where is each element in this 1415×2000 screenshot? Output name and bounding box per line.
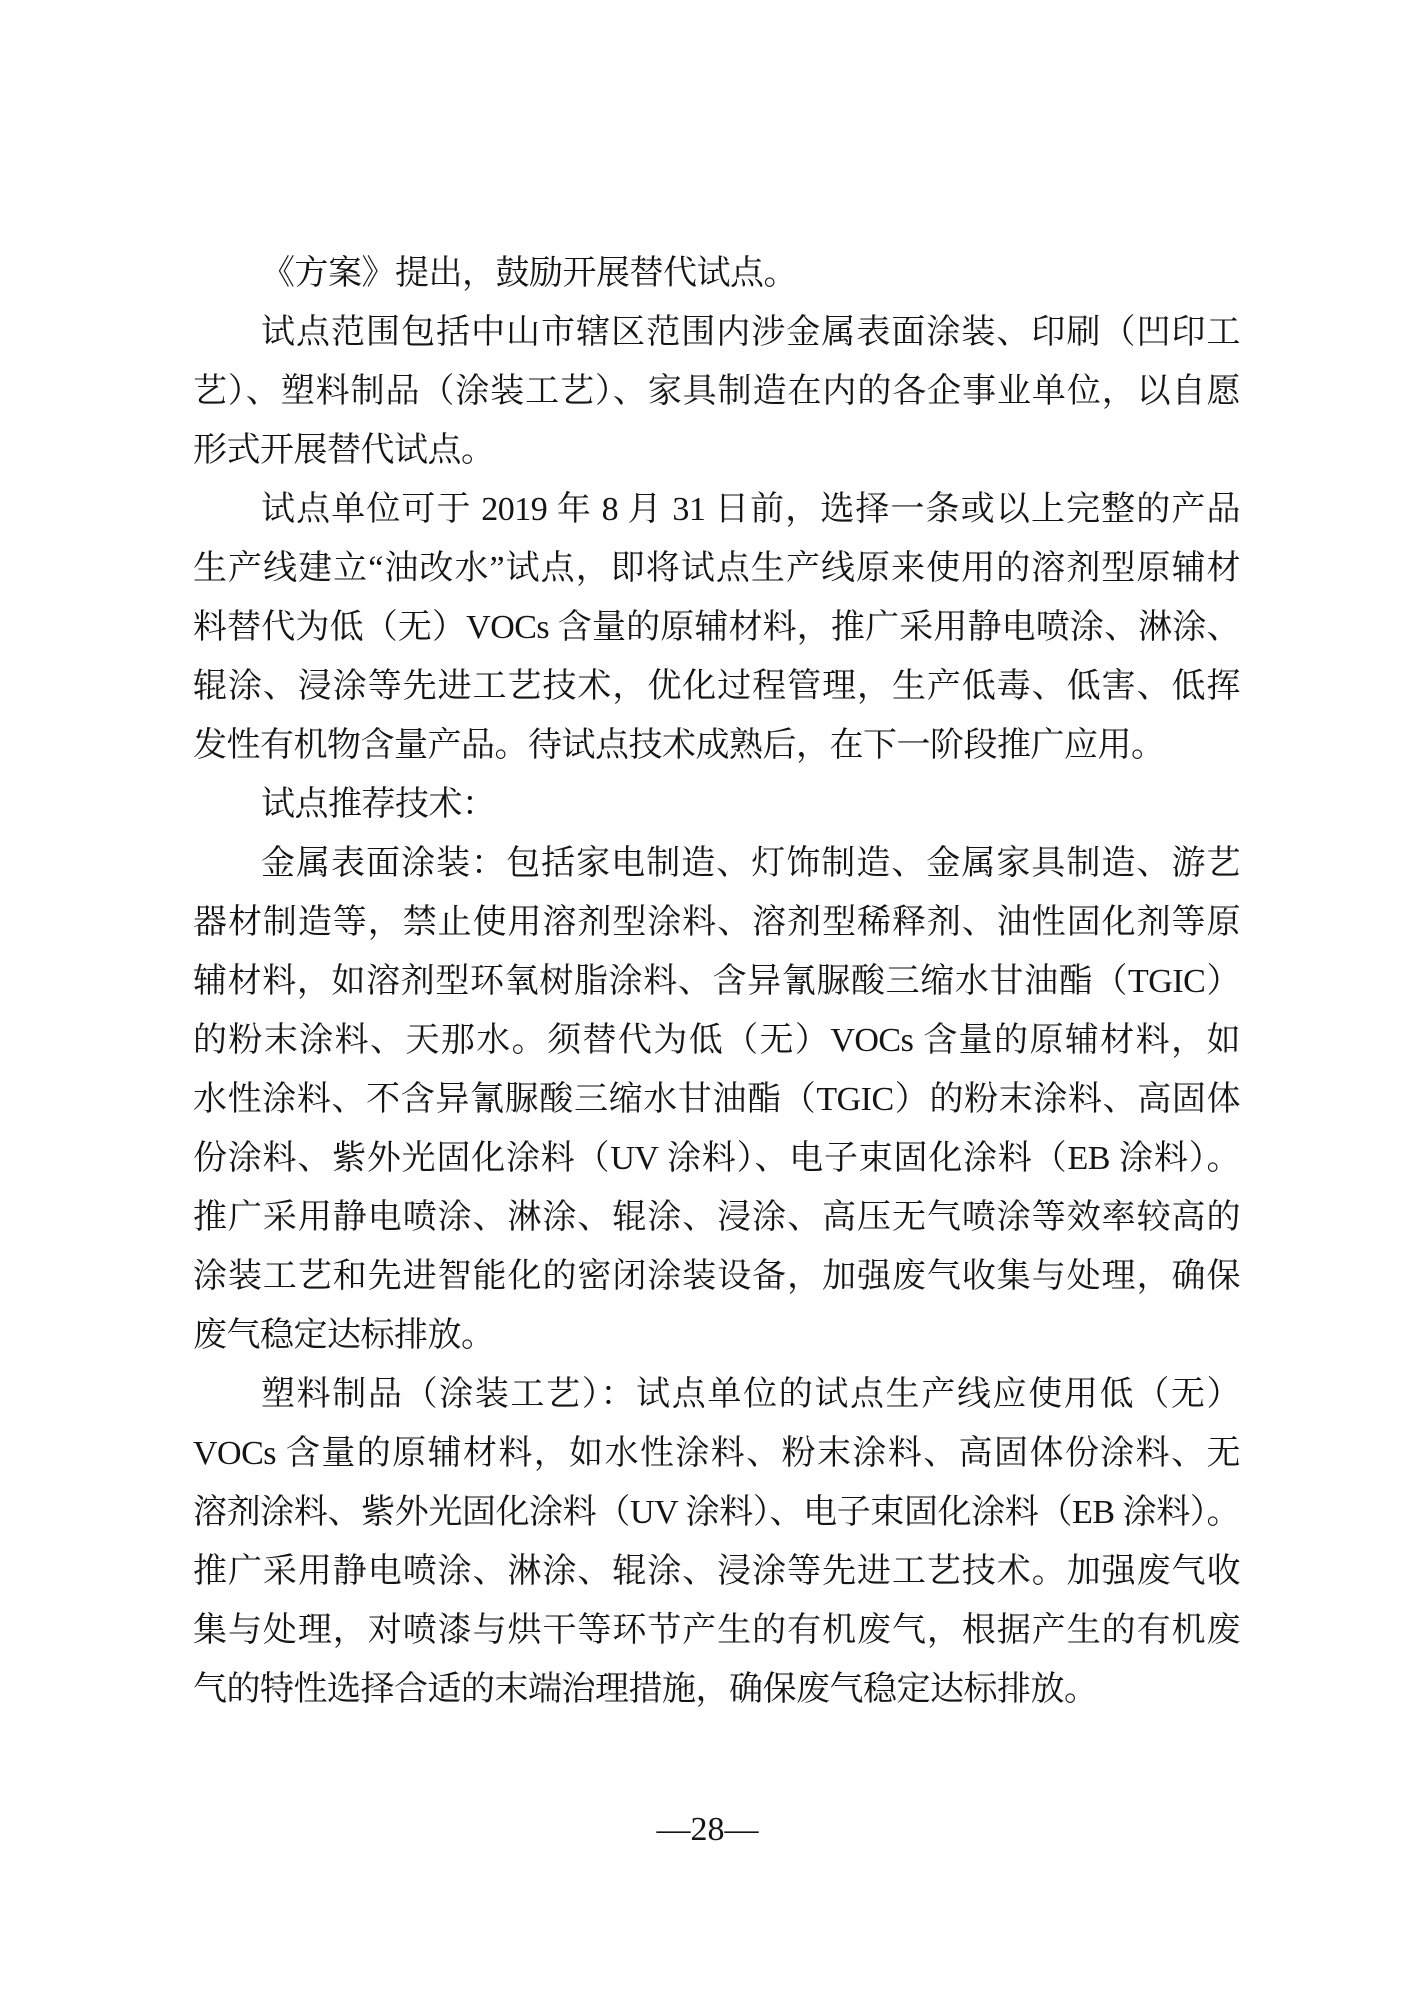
text-line: 试点单位可于 2019 年 8 月 31 日前，选择一条或以上完整的产品 [261,491,1240,528]
text-line: 的粉末涂料、天那水。须替代为低（无）VOCs 含量的原辅材料，如 [193,1022,1240,1059]
text-line: 料替代为低（无）VOCs 含量的原辅材料，推广采用静电喷涂、淋涂、 [193,609,1240,646]
text-line: 器材制造等，禁止使用溶剂型涂料、溶剂型稀释剂、油性固化剂等原 [193,904,1240,941]
text-line: 试点推荐技术： [261,786,496,823]
text-line: 涂装工艺和先进智能化的密闭涂装设备，加强废气收集与处理，确保 [193,1258,1240,1295]
text-line: 废气稳定达标排放。 [193,1317,495,1354]
text-line: 辊涂、浸涂等先进工艺技术，优化过程管理，生产低毒、低害、低挥 [193,668,1240,705]
text-line: 生产线建立“油改水”试点，即将试点生产线原来使用的溶剂型原辅材 [193,550,1240,587]
text-line: 塑料制品（涂装工艺）：试点单位的试点生产线应使用低（无） [261,1376,1240,1413]
text-line: 辅材料，如溶剂型环氧树脂涂料、含异氰脲酸三缩水甘油酯（TGIC） [193,963,1240,1000]
text-line: 发性有机物含量产品。待试点技术成熟后，在下一阶段推广应用。 [193,727,1165,764]
text-line: 水性涂料、不含异氰脲酸三缩水甘油酯（TGIC）的粉末涂料、高固体 [193,1081,1240,1118]
text-line: 金属表面涂装：包括家电制造、灯饰制造、金属家具制造、游艺 [261,845,1240,882]
text-line: 份涂料、紫外光固化涂料（UV 涂料）、电子束固化涂料（EB 涂料）。 [193,1140,1240,1177]
document-body [193,244,1240,1719]
text-line: 形式开展替代试点。 [193,432,495,469]
text-line: 推广采用静电喷涂、淋涂、辊涂、浸涂、高压无气喷涂等效率较高的 [193,1199,1240,1236]
text-line: 集与处理，对喷漆与烘干等环节产生的有机废气，根据产生的有机废 [193,1612,1240,1649]
text-line: 推广采用静电喷涂、淋涂、辊涂、浸涂等先进工艺技术。加强废气收 [193,1553,1240,1590]
text-line: 溶剂涂料、紫外光固化涂料（UV 涂料）、电子束固化涂料（EB 涂料）。 [193,1494,1240,1531]
text-line: VOCs 含量的原辅材料，如水性涂料、粉末涂料、高固体份涂料、无 [193,1435,1240,1472]
page-number: —28— [656,1811,759,1848]
text-line: 气的特性选择合适的末端治理措施，确保废气稳定达标排放。 [193,1671,1098,1708]
text-line: 《方案》提出，鼓励开展替代试点。 [261,255,797,292]
text-line: 艺）、塑料制品（涂装工艺）、家具制造在内的各企事业单位，以自愿 [193,373,1240,410]
text-line: 试点范围包括中山市辖区范围内涉金属表面涂装、印刷（凹印工 [261,314,1240,351]
